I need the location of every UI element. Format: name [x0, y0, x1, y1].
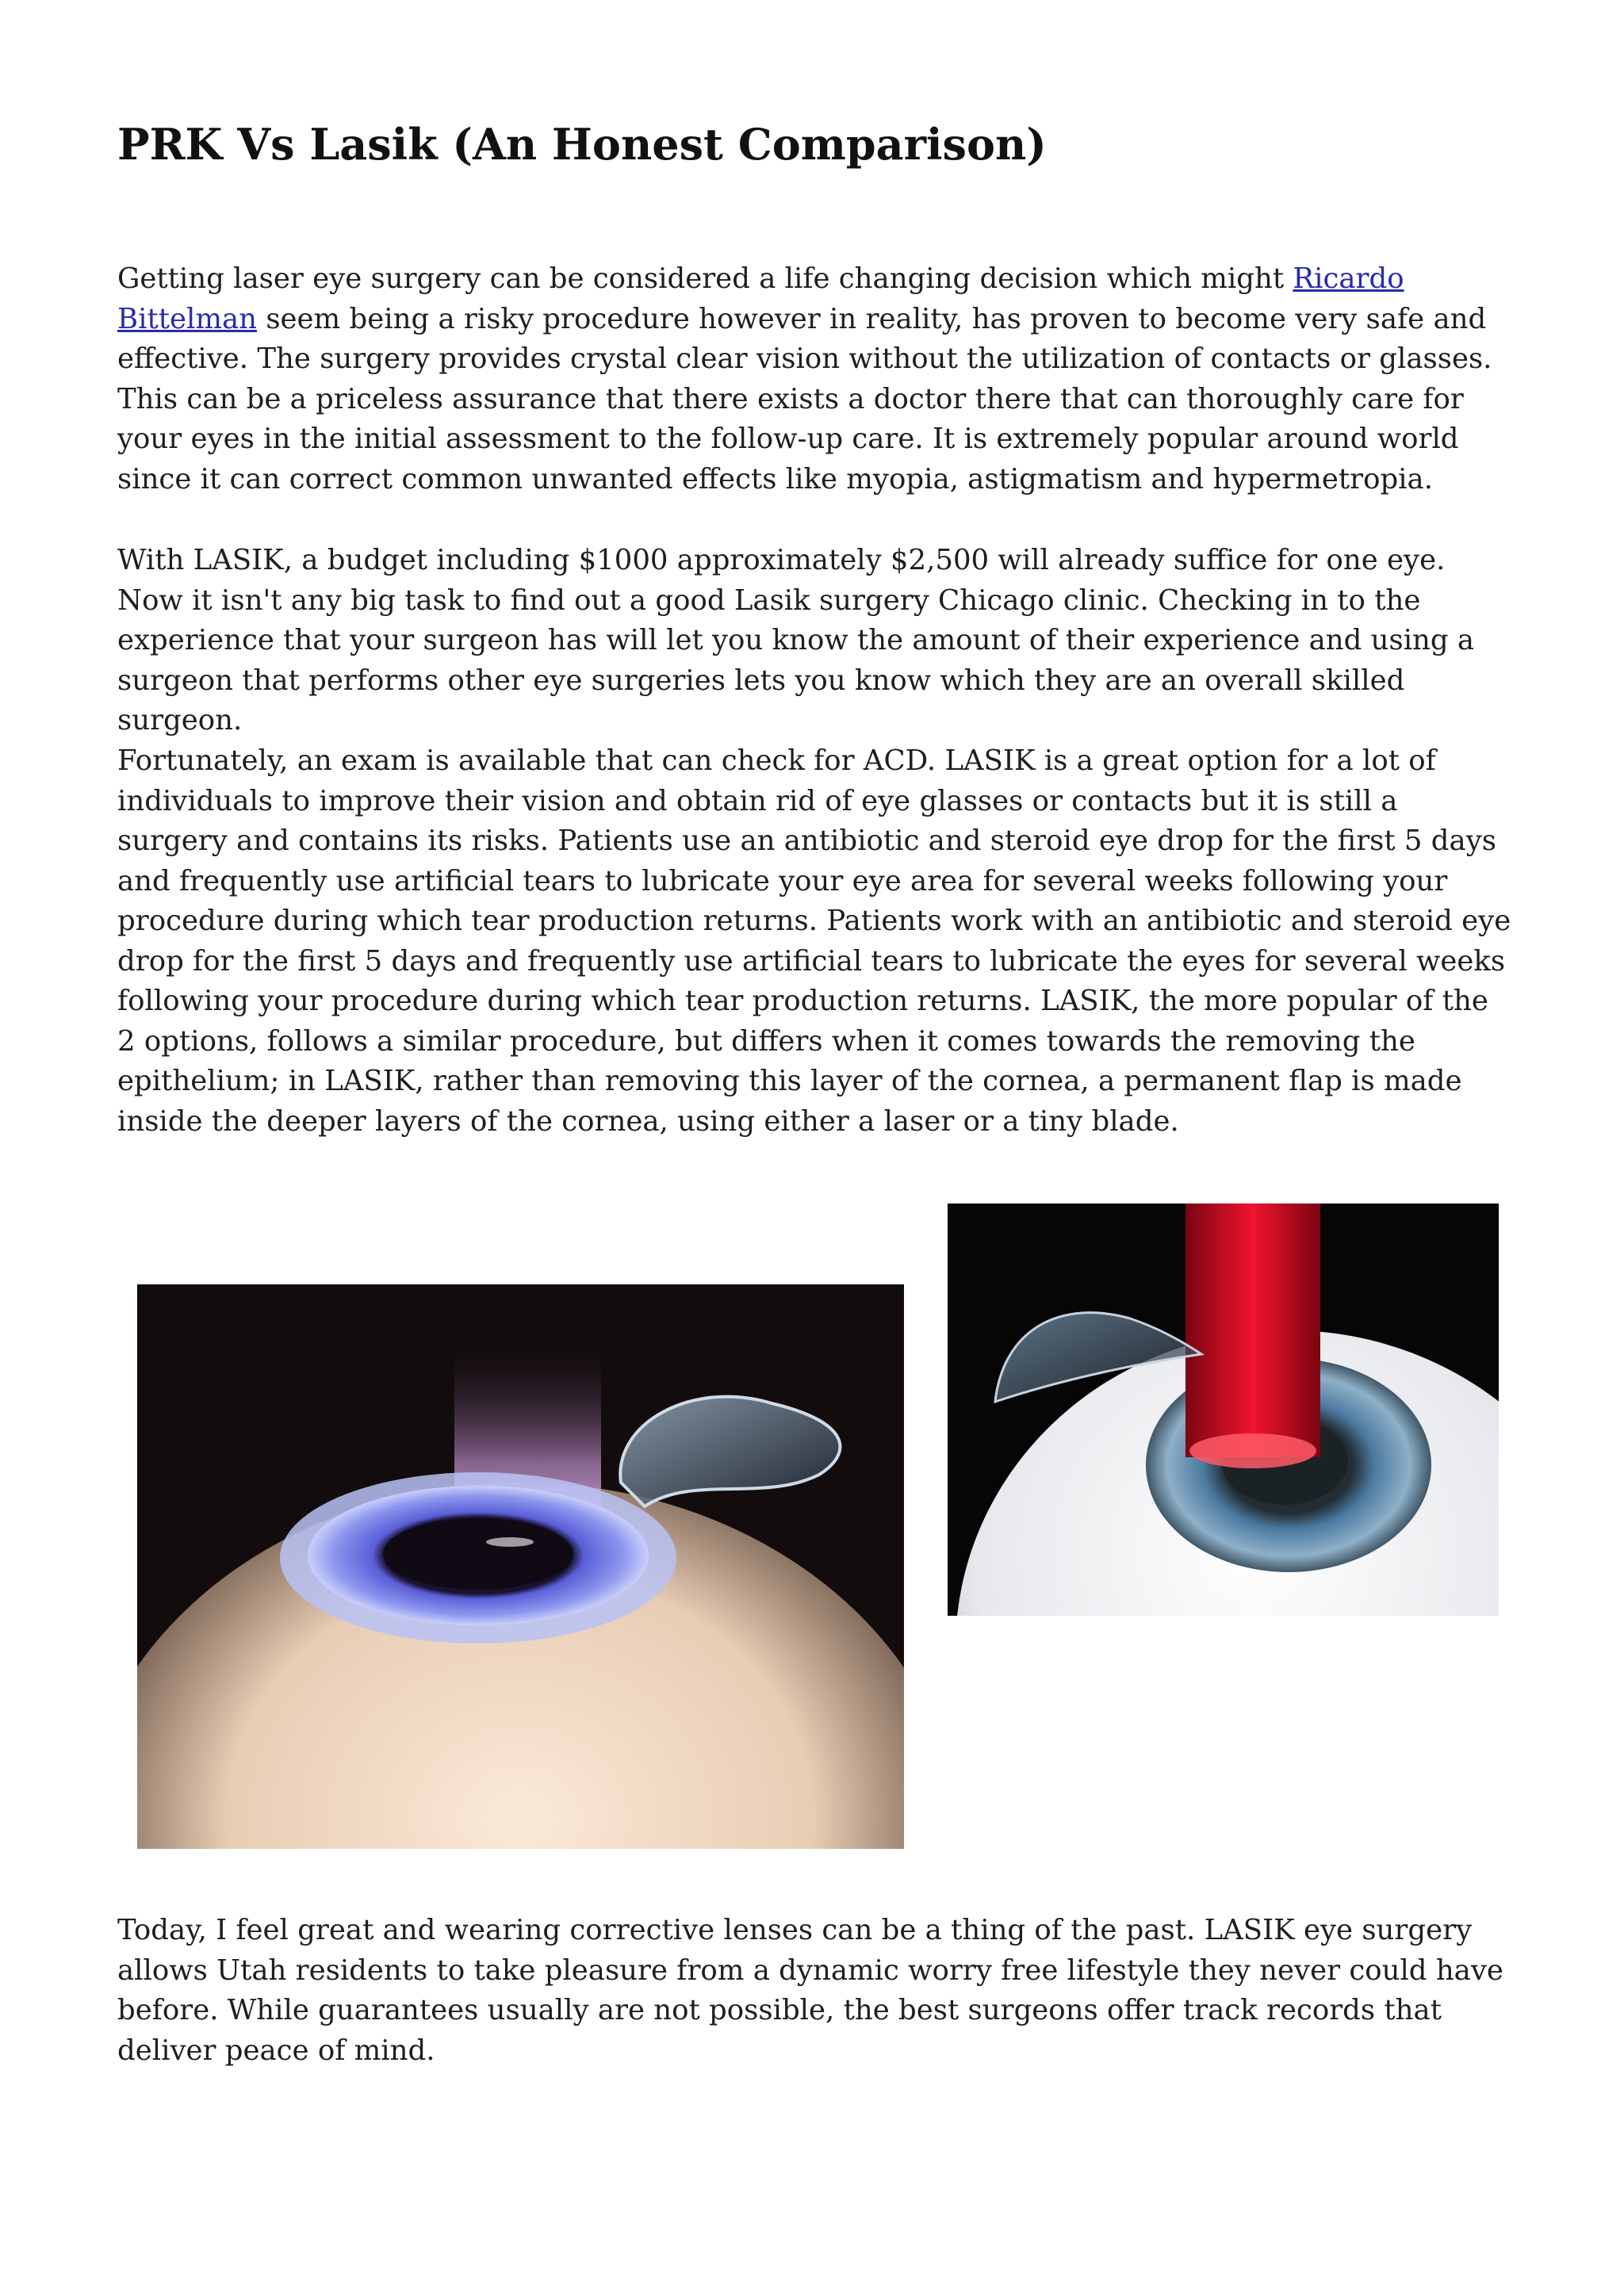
paragraph-intro: [117, 259, 1513, 499]
lasik-flap-svg: [137, 1284, 904, 1849]
left-pupil: [383, 1518, 573, 1590]
paragraph-conclusion: Today, I feel great and wearing corrective lenses can be a thing of the past. LASIK eye surgery allows Utah residents to take pleasure from a dynamic worry free lifestyle they never could have before. While guarantees usually are not possible, the best surgeons offer track records that deliver peace of mind.: [117, 1914, 1503, 2067]
paragraph-budget: With LASIK, a budget including $1000 approximately $2,500 will already suffice for one eye. Now it isn't any big task to find out a good Lasik surgery Chicago clinic. Checking in to the experience that your surgeon has will let you know the amount of their experience and using a surgeon that performs other eye surgeries lets you know which they are an overall skilled surgeon.: [117, 544, 1475, 737]
ricardo-bittelman-link[interactable]: Ricardo Bittelman: [117, 262, 1404, 335]
paragraph-intro-text-start: Getting laser eye surgery can be considered a life changing decision which might: [117, 262, 1293, 295]
right-laser-beam: [1185, 1203, 1320, 1457]
paragraph-intro-text-end: seem being a risky procedure however in reality, has proven to become very safe and effective. The surgery provides crystal clear vision without the utilization of contacts or glasses. This can be a priceless assurance that there exists a doctor there that can thoroughly care for your eyes in the initial assessment to the follow-up care. It is extremely popular around world since it can correct common unwanted effects like myopia, astigmatism and hypermetropia.: [117, 302, 1492, 496]
right-laser-spot: [1189, 1433, 1316, 1468]
lasik-flap-illustration: [137, 1284, 904, 1849]
laser-beam-eye-illustration: [948, 1203, 1499, 1616]
page-title: PRK Vs Lasik (An Honest Comparison): [117, 119, 1047, 170]
laser-beam-eye-svg: [948, 1203, 1499, 1616]
paragraph-exam: Fortunately, an exam is available that can check for ACD. LASIK is a great option for a lot of individuals to improve their vision and obtain rid of eye glasses or contacts but it is still a surgery and contains its risks. Patients use an antibiotic and steroid eye drop for the first 5 days and frequently use artificial tears to lubricate your eye area for several weeks following your procedure during which tear production returns. Patients work with an antibiotic and steroid eye drop for the first 5 days and frequently use artificial tears to lubricate the eyes for several weeks following your procedure during which tear production returns. LASIK, the more popular of the 2 options, follows a similar procedure, but differs when it comes towards the removing the epithelium; in LASIK, rather than removing this layer of the cornea, a permanent flap is made inside the deeper layers of the cornea, using either a laser or a tiny blade.: [117, 744, 1511, 1138]
left-pupil-highlight: [486, 1537, 534, 1547]
